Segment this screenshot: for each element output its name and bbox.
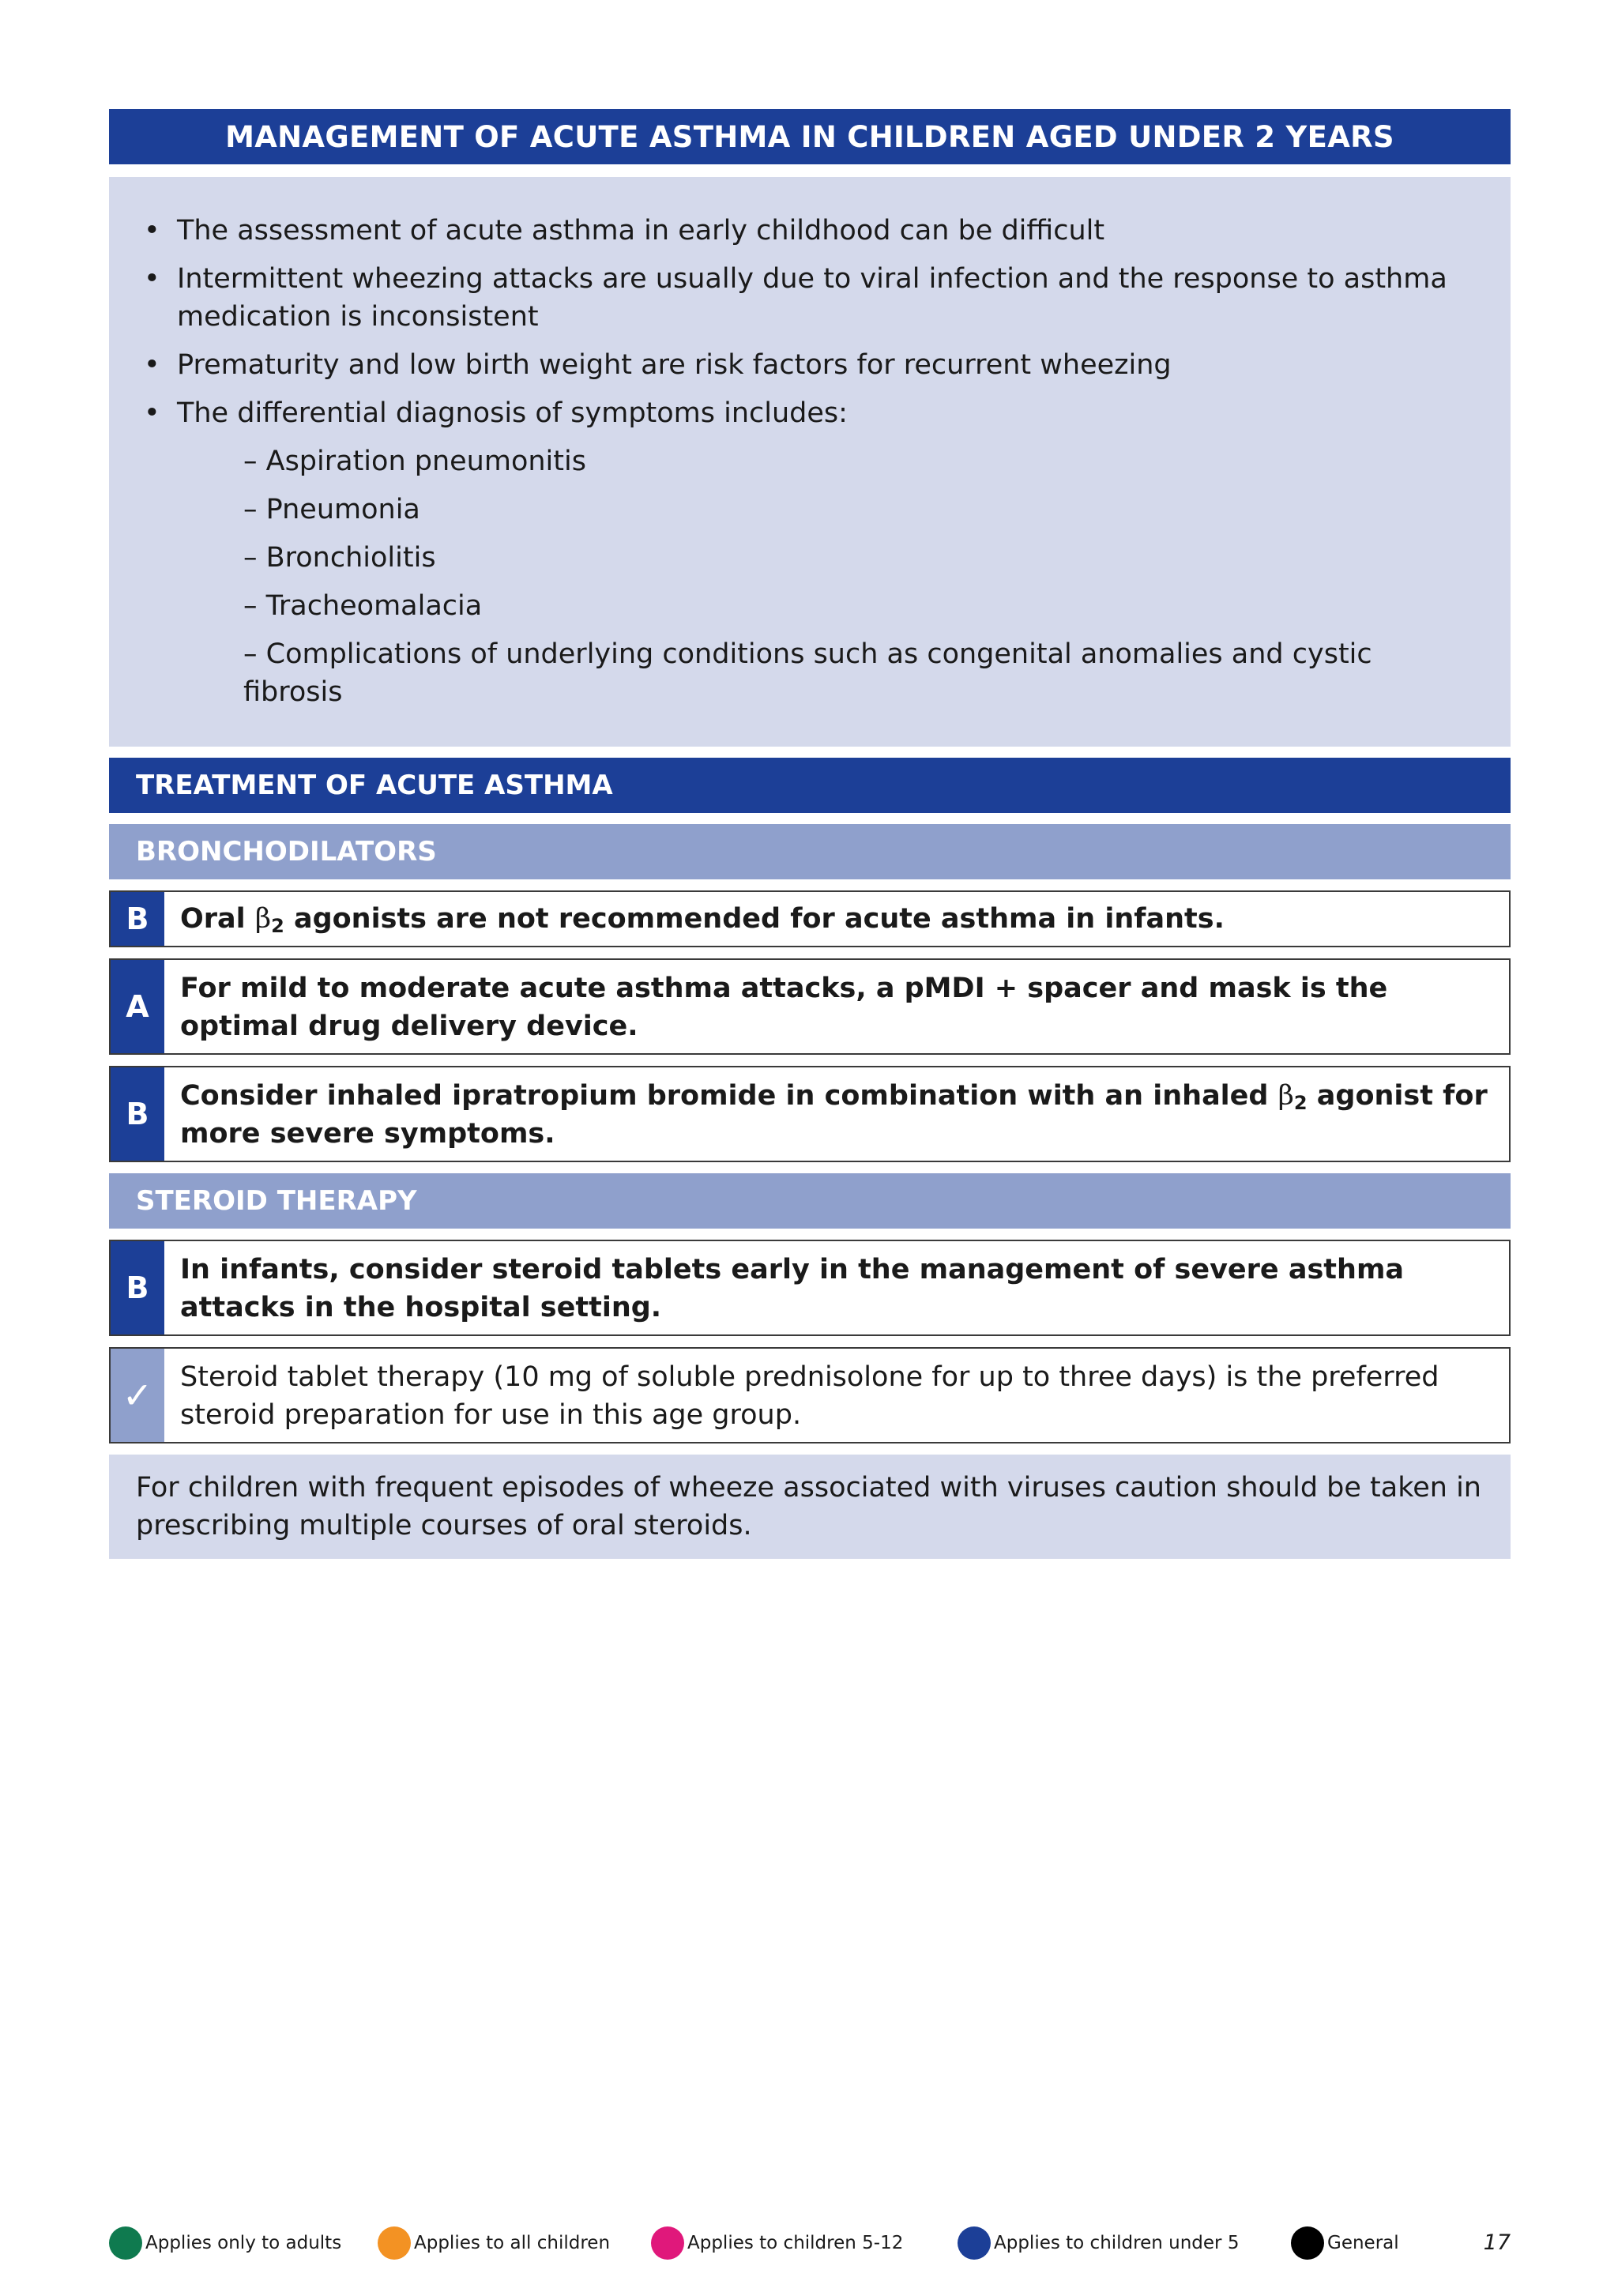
footer-legend bbox=[109, 2226, 1511, 2261]
bullet-item bbox=[141, 394, 1479, 432]
beta-subscript: 2 bbox=[1293, 1092, 1308, 1114]
legend-label: Applies to all children bbox=[414, 2233, 611, 2253]
grade-badge: A bbox=[111, 960, 164, 1053]
grade-badge: B bbox=[111, 1241, 164, 1334]
bullet-text: The assessment of acute asthma in early childhood can be difficult bbox=[177, 215, 1105, 247]
rec-text-post: agonists are not recommended for acute asthma in infants. bbox=[284, 903, 1225, 935]
beta-subscript: 2 bbox=[271, 915, 284, 937]
black-dot-icon bbox=[1291, 2226, 1324, 2260]
bullet-item bbox=[141, 260, 1479, 336]
recommendation-row bbox=[109, 1066, 1511, 1162]
page-number: 17 bbox=[1483, 2230, 1511, 2255]
rec-text-post: agonist for more severe symptoms. bbox=[180, 1080, 1488, 1150]
legend-label: Applies to children 5-12 bbox=[687, 2233, 904, 2253]
legend-label: Applies only to adults bbox=[145, 2233, 342, 2253]
differential-item: – Tracheomalacia bbox=[243, 590, 483, 622]
rec-text-pre: Consider inhaled ipratropium bromide in combination with an inhaled bbox=[180, 1080, 1278, 1112]
recommendation-row bbox=[109, 958, 1511, 1055]
legend-item-general bbox=[1291, 2226, 1399, 2260]
bullet-dot: • bbox=[144, 397, 160, 429]
intro-panel bbox=[109, 177, 1511, 747]
legend-label: Applies to children under 5 bbox=[994, 2233, 1240, 2253]
bullet-dot: • bbox=[144, 263, 160, 295]
pink-dot-icon bbox=[651, 2226, 684, 2260]
grade-badge: B bbox=[111, 1067, 164, 1161]
differential-item: – Bronchiolitis bbox=[243, 542, 436, 574]
recommendation-text bbox=[164, 892, 1509, 946]
blue-dot-icon bbox=[958, 2226, 991, 2260]
grade-badge: B bbox=[111, 892, 164, 946]
differential-item: – Complications of underlying conditions such as congenital anomalies and cystic fibrosis bbox=[243, 638, 1372, 708]
recommendation-text: For mild to moderate acute asthma attacks, a pMDI + spacer and mask is the optimal drug delivery device. bbox=[180, 973, 1388, 1042]
bullet-item bbox=[141, 212, 1479, 250]
legend-item-adults bbox=[109, 2226, 341, 2260]
differential-item: – Aspiration pneumonitis bbox=[243, 446, 586, 477]
rec-text-pre: Oral bbox=[180, 903, 255, 935]
legend-item-all-children bbox=[378, 2226, 610, 2260]
section-title-treatment: TREATMENT OF ACUTE ASTHMA bbox=[109, 758, 1511, 813]
check-icon: ✓ bbox=[111, 1349, 164, 1442]
beta-symbol: β bbox=[1277, 1080, 1294, 1112]
bullet-text: The differential diagnosis of symptoms includes: bbox=[177, 397, 848, 429]
orange-dot-icon bbox=[378, 2226, 411, 2260]
legend-item-children-under-5 bbox=[958, 2226, 1239, 2260]
page-content bbox=[109, 109, 1511, 1559]
beta-symbol: β bbox=[254, 903, 272, 935]
good-practice-row bbox=[109, 1347, 1511, 1443]
recommendation-text bbox=[164, 1067, 1509, 1161]
green-dot-icon bbox=[109, 2226, 142, 2260]
page-title: MANAGEMENT OF ACUTE ASTHMA IN CHILDREN AGED UNDER 2 YEARS bbox=[109, 109, 1511, 164]
legend-label: General bbox=[1327, 2233, 1399, 2253]
bullet-text: Prematurity and low birth weight are risk factors for recurrent wheezing bbox=[177, 349, 1172, 381]
legend-item-children-5-12 bbox=[651, 2226, 903, 2260]
recommendation-row bbox=[109, 1240, 1511, 1336]
differential-item: – Pneumonia bbox=[243, 494, 420, 525]
bullet-item bbox=[141, 346, 1479, 384]
bullet-dot: • bbox=[144, 349, 160, 381]
recommendation-text: Steroid tablet therapy (10 mg of soluble prednisolone for up to three days) is the preferred steroid preparation for use in this age group. bbox=[180, 1361, 1439, 1431]
caution-note: For children with frequent episodes of wheeze associated with viruses caution should be taken in prescribing multiple courses of oral steroids. bbox=[109, 1455, 1511, 1559]
subsection-title-bronchodilators: BRONCHODILATORS bbox=[109, 824, 1511, 879]
recommendation-text: In infants, consider steroid tablets early in the management of severe asthma attacks in the hospital setting. bbox=[180, 1254, 1405, 1323]
subsection-title-steroid-therapy: STEROID THERAPY bbox=[109, 1173, 1511, 1229]
bullet-text: Intermittent wheezing attacks are usually due to viral infection and the response to asthma medication is inconsistent bbox=[177, 263, 1447, 333]
recommendation-row bbox=[109, 890, 1511, 947]
bullet-dot: • bbox=[144, 215, 160, 247]
